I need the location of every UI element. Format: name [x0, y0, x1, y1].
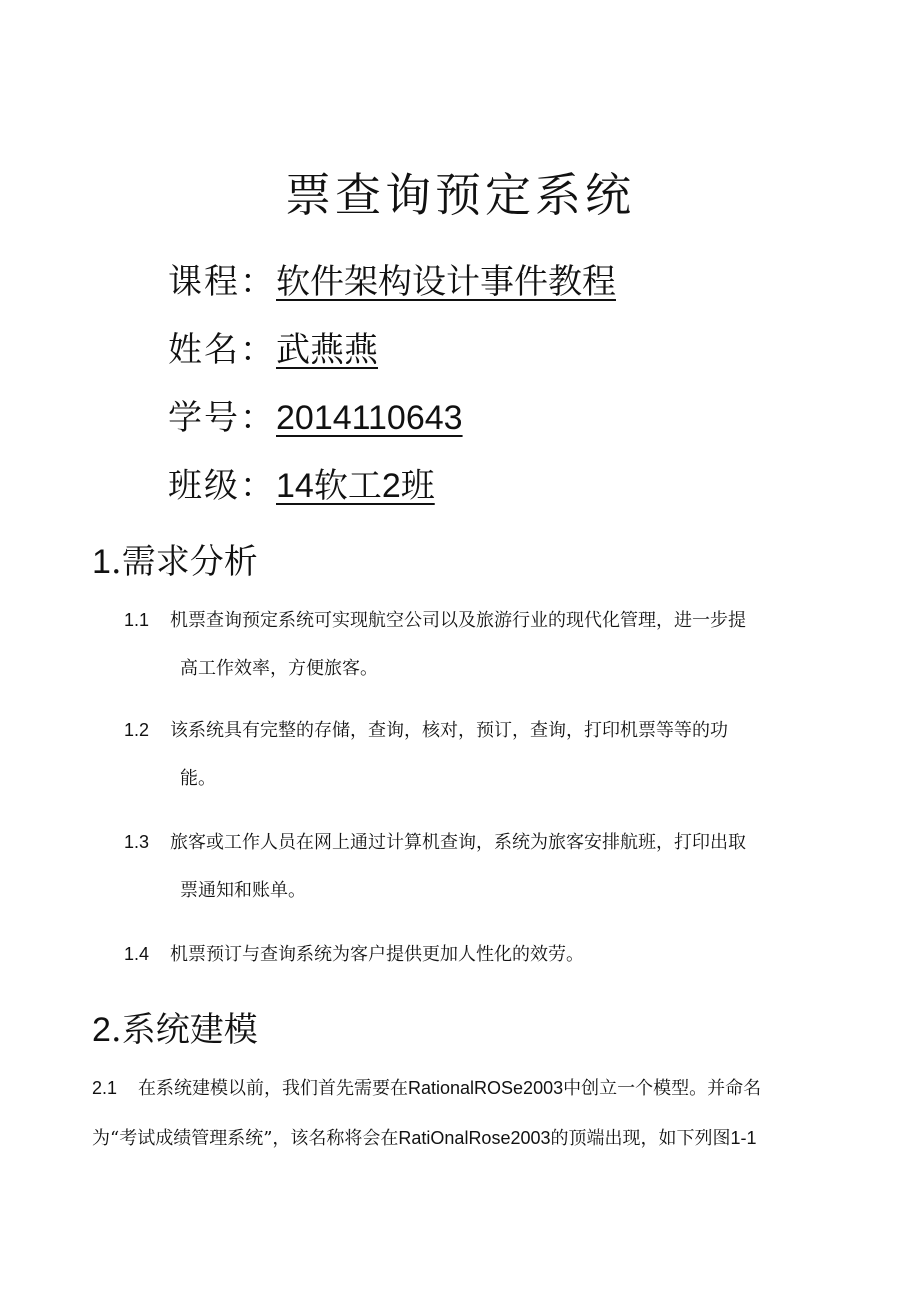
requirement-line1: 旅客或工作人员在网上通过计算机查询，系统为旅客安排航班，打印出取: [170, 832, 746, 853]
requirement-line2: 高工作效率，方便旅客。: [180, 657, 378, 679]
requirement-line1: 机票查询预定系统可实现航空公司以及旅游行业的现代化管理，进一步提: [170, 610, 746, 631]
section-2-number: 2: [92, 1011, 111, 1049]
section-heading-2: [92, 1010, 258, 1051]
info-course-label: 课程：: [168, 262, 276, 302]
requirement-number: 1.3: [124, 832, 150, 852]
section-1-number: 1: [92, 543, 111, 581]
section-heading-1: [92, 542, 258, 583]
requirement-line1: 机票预订与查询系统为客户提供更加人性化的效劳。: [170, 944, 584, 965]
info-student-id-label: 学号：: [168, 398, 276, 438]
info-class-value: 14软工2班: [276, 467, 435, 505]
info-student-id: [168, 398, 463, 439]
requirement-line1: 该系统具有完整的存储，查询，核对，预订，查询，打印机票等等的功: [170, 720, 728, 741]
requirement-number: 1.4: [124, 944, 150, 964]
info-course: [168, 262, 616, 303]
section-1-title: .需求分析: [110, 542, 258, 582]
requirement-item: [124, 832, 824, 901]
document-title: 票查询预定系统: [285, 168, 635, 222]
modeling-number: 2.1: [92, 1078, 118, 1098]
requirement-line2: 票通知和账单。: [180, 879, 306, 901]
info-class: [168, 466, 435, 507]
modeling-text-c: 中创立一个模型。并命名: [563, 1078, 762, 1099]
requirement-line2: 能。: [180, 767, 216, 789]
modeling-text-2c: 的顶端出现，如下列图: [550, 1128, 731, 1149]
modeling-text-2a: 为“考试成绩管理系统”，该名称将会在: [92, 1128, 399, 1149]
requirement-number: 1.1: [124, 610, 150, 630]
modeling-paragraph-line1: [92, 1078, 832, 1100]
requirement-number: 1.2: [124, 720, 150, 740]
modeling-software-name: RationalROSe2003: [408, 1078, 564, 1098]
modeling-paragraph-line2: [92, 1128, 832, 1150]
info-student-id-value: 2014110643: [276, 399, 463, 437]
info-class-label: 班级：: [168, 466, 276, 506]
modeling-figure-ref: 1-1: [730, 1128, 757, 1148]
info-name-label: 姓名：: [168, 330, 276, 370]
info-name: [168, 330, 378, 371]
modeling-text-a: 在系统建模以前，我们首先需要在: [138, 1078, 408, 1099]
requirement-item: [124, 610, 824, 679]
requirement-item: [124, 944, 824, 966]
requirement-item: [124, 720, 824, 789]
info-course-value: 软件架构设计事件教程: [276, 262, 616, 302]
section-2-title: .系统建模: [110, 1010, 258, 1050]
info-name-value: 武燕燕: [276, 330, 378, 370]
modeling-software-name-2: RatiOnalRose2003: [398, 1128, 551, 1148]
